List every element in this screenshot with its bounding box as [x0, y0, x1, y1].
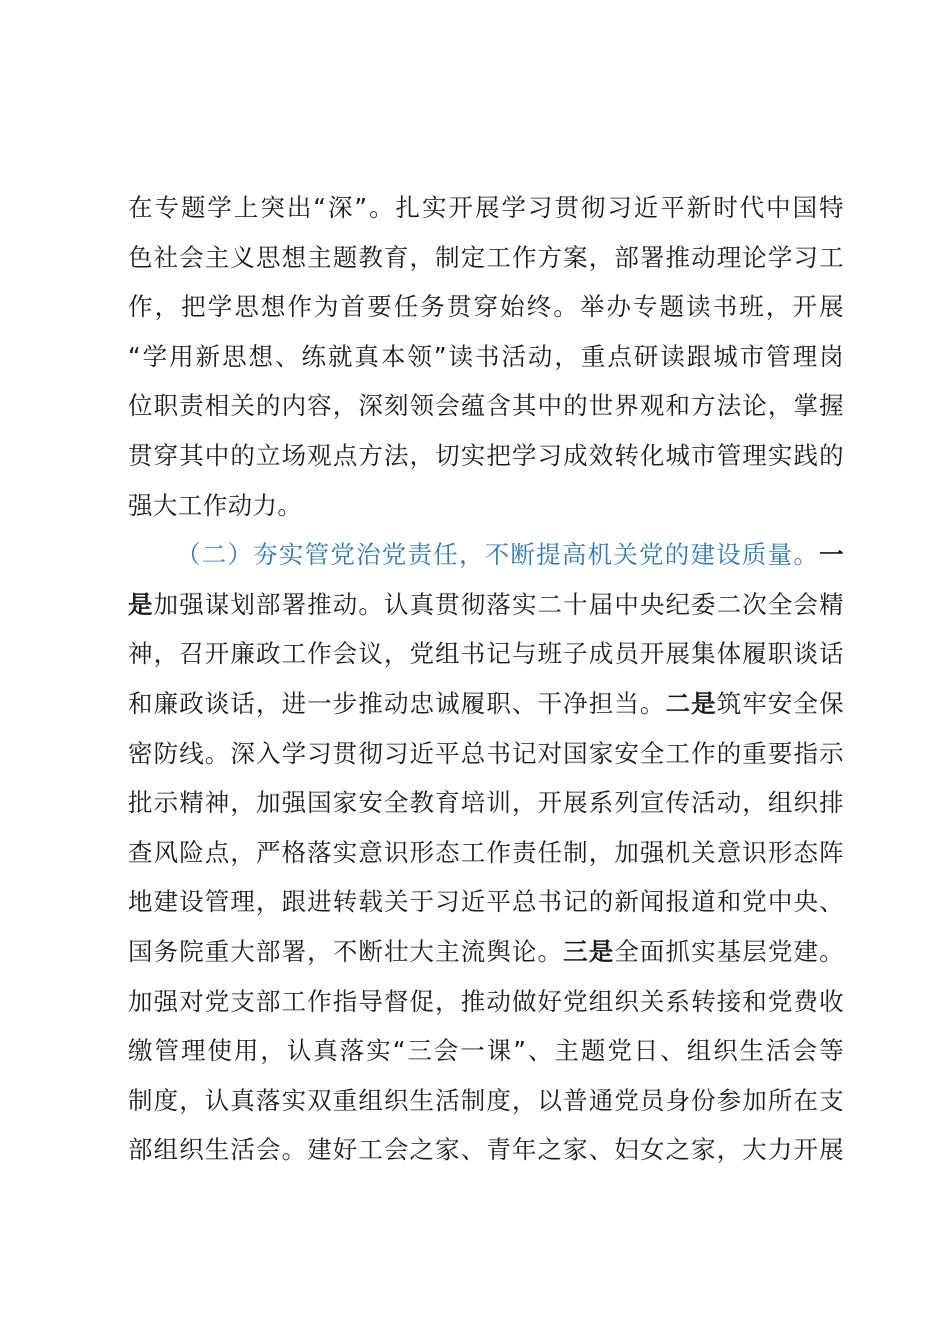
paragraph-line: 制度，认真落实双重组织生活制度，以普通党员身份参加所在支 [128, 1085, 844, 1115]
line-text: 全面抓实基层党建。 [614, 936, 844, 966]
paragraph-line: 缴管理使用，认真落实“三会一课”、主题党日、组织生活会等 [128, 1036, 844, 1066]
item-marker: 二是 [665, 688, 717, 718]
line-text: 和廉政谈话，进一步推动忠诚履职、干净担当。 [128, 688, 666, 718]
paragraph-line: 位职责相关的内容，深刻领会蕴含其中的世界观和方法论，掌握 [128, 391, 844, 421]
paragraph-line [128, 530, 844, 580]
paragraph-line: 强大工作动力。 [128, 490, 303, 520]
item-marker: 是 [128, 589, 154, 619]
item-marker: 三是 [563, 936, 615, 966]
paragraph-line: 部组织生活会。建好工会之家、青年之家、妇女之家，大力开展 [128, 1135, 844, 1165]
document-body [128, 183, 844, 1175]
paragraph-line: 查风险点，严格落实意识形态工作责任制，加强机关意识形态阵 [128, 837, 844, 867]
item-marker: 一 [819, 540, 844, 570]
paragraph-line [128, 580, 844, 630]
paragraph-line: 地建设管理，跟进转载关于习近平总书记的新闻报道和党中央、 [128, 887, 844, 917]
paragraph-line: 神，召开廉政工作会议，党组书记与班子成员开展集体履职谈话 [128, 639, 844, 669]
line-text: 加强谋划部署推动。认真贯彻落实二十届中央纪委二次全会精 [153, 589, 844, 619]
paragraph-line: 作，把学思想作为首要任务贯穿始终。举办专题读书班，开展 [128, 292, 844, 322]
paragraph-line: 色社会主义思想主题教育，制定工作方案，部署推动理论学习工 [128, 242, 844, 272]
paragraph-line: 贯穿其中的立场观点方法，切实把学习成效转化城市管理实践的 [128, 440, 844, 470]
paragraph-line: “学用新思想、练就真本领”读书活动，重点研读跟城市管理岗 [128, 341, 844, 371]
paragraph-line [128, 927, 844, 977]
paragraph-line: 加强对党支部工作指导督促，推动做好党组织关系转接和党费收 [128, 986, 844, 1016]
paragraph-line: 批示精神，加强国家安全教育培训，开展系列宣传活动，组织排 [128, 788, 844, 818]
paragraph-thematic-study [128, 183, 844, 530]
paragraph-party-building [128, 530, 844, 1175]
paragraph-line: 在专题学上突出“深”。扎实开展学习贯彻习近平新时代中国特 [128, 193, 844, 222]
line-text: 筑牢安全保 [716, 688, 845, 718]
section-heading: （二）夯实管党治党责任，不断提高机关党的建设质量。 [176, 540, 820, 570]
paragraph-line [128, 679, 844, 729]
paragraph-line: 密防线。深入学习贯彻习近平总书记对国家安全工作的重要指示 [128, 738, 844, 768]
line-text: 国务院重大部署，不断壮大主流舆论。 [128, 936, 564, 966]
